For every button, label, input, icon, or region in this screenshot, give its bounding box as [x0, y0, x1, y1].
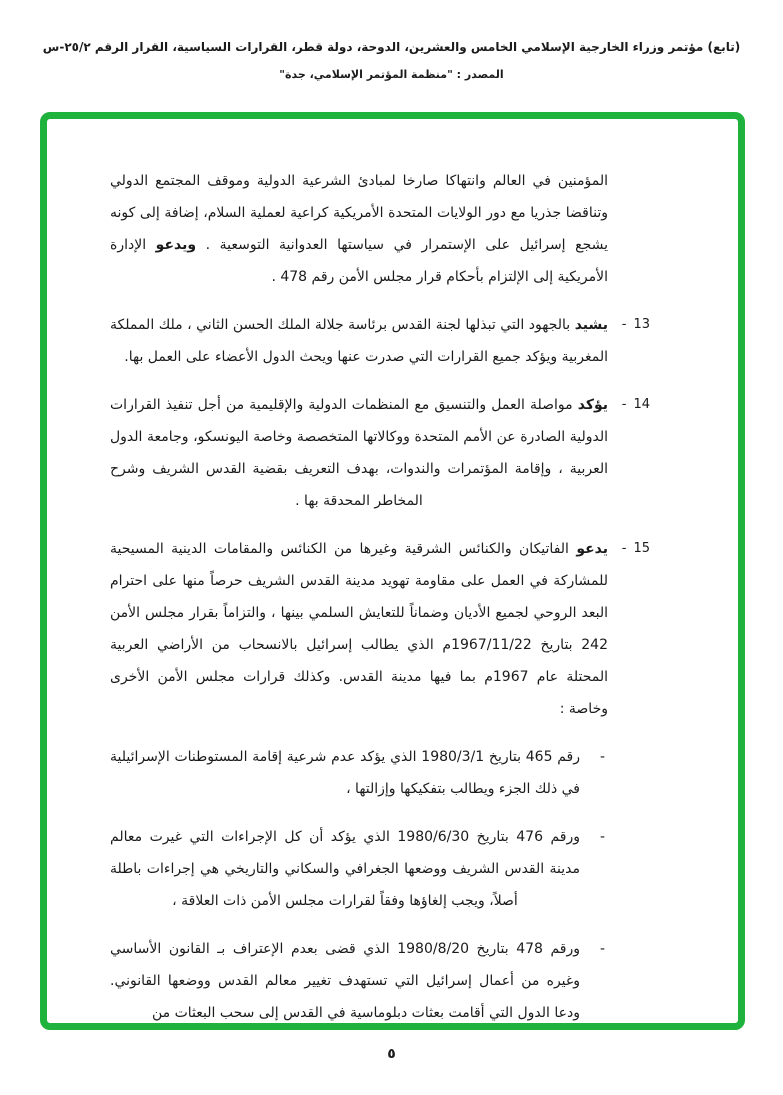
- intro-text-post: الإدارة الأمريكية إلى الإلتزام بأحكام قرار مجلس الأمن رقم 478 .: [110, 237, 608, 285]
- resolution-item-14: [110, 389, 650, 517]
- item-body-text: بالجهود التي تبذلها لجنة القدس برئاسة جلالة الملك الحسن الثاني ، ملك المملكة المغربية ويؤكد جميع القرارات التي صدرت عنها ويحث الدول الأعضاء على العمل بها.: [110, 317, 608, 365]
- sc-resolution-465: [110, 741, 605, 805]
- subitem-dash: -: [599, 829, 605, 845]
- item-number-dash: -: [621, 317, 627, 332]
- subitem-dash: -: [599, 749, 605, 765]
- item-number: 15: [633, 541, 650, 556]
- item-number-dash: -: [621, 541, 627, 556]
- sc-resolution-476: [110, 821, 605, 917]
- item-number-cell: [608, 533, 650, 725]
- item-number: 13: [633, 317, 650, 332]
- intro-text-pre: المؤمنين في العالم وانتهاكا صارخا لمبادئ الشرعية الدولية وموقف المجتمع الدولي وتناقضا جذريا مع دور الولايات المتحدة الأمريكية كراعية لعملية السلام، إضافة إلى كونه يشجع إسرائيل على الإستمرار في سياستها العدوانية التوسعية .: [110, 173, 608, 253]
- resolution-item-15: [110, 533, 650, 725]
- item-number-cell: [608, 389, 650, 517]
- intro-bold-word: ويدعو: [155, 237, 197, 253]
- subitem-text: رقم 465 بتاريخ 1980/3/1 الذي يؤكد عدم شرعية إقامة المستوطنات الإسرائيلية في ذلك الجزء ويطالب بتفكيكها وإزالتها ،: [110, 749, 580, 797]
- intro-paragraph: [110, 165, 608, 293]
- item-body-text: مواصلة العمل والتنسيق مع المنظمات الدولية والإقليمية من أجل تنفيذ القرارات الدولية الصادرة عن الأمم المتحدة ووكالاتها المتخصصة وخاصة اليونسكو، وجامعة الدول العربية ، وإقامة المؤتمرات والندوات، بهدف التعريف بقضية القدس الشريف وشرح المخاطر المحدقة بها .: [110, 397, 608, 509]
- item-lead-word: يشيد: [574, 317, 608, 333]
- subitem-text: ورقم 476 بتاريخ 1980/6/30 الذي يؤكد أن كل الإجراءات التي غيرت معالم مدينة القدس الشريف ووضعها الجغرافي والسكاني والتاريخي هي إجراءات باطلة أصلاً، ويجب إلغاؤها وفقاً لقرارات مجلس الأمن ذات العلاقة ،: [110, 829, 581, 909]
- item-text: [110, 533, 608, 725]
- subitem-dash: -: [599, 941, 605, 957]
- item-lead-word: يدعو: [576, 541, 608, 557]
- item-text: [110, 309, 608, 373]
- item-number: 14: [633, 397, 650, 412]
- document-source: المصدر : "منظمة المؤتمر الإسلامي، جدة": [279, 68, 504, 81]
- item-body-text: الفاتيكان والكنائس الشرقية وغيرها من الكنائس والمقامات الدينية المسيحية للمشاركة في العمل على مقاومة تهويد مدينة القدس الشريف حرصاً منها على احترام البعد الروحي لجميع الأديان وضماناً للتعايش السلمي بينها ، والتزاماً بقرار مجلس الأمن 242 بتاريخ 1967/11/22م الذي يطالب إسرائيل بالانسحاب من الأراضي العربية المحتلة عام 1967م بما فيها مدينة القدس. وكذلك قرارات مجلس الأمن الأخرى وخاصة :: [110, 541, 609, 717]
- item-number-cell: [608, 309, 650, 373]
- item-text: [110, 389, 608, 517]
- content-frame: [40, 112, 745, 1030]
- item-lead-word: يؤكد: [577, 397, 608, 413]
- page-number: ٥: [387, 1046, 396, 1062]
- item-number-dash: -: [621, 397, 627, 412]
- document-title: (تابع) مؤتمر وزراء الخارجية الإسلامي الخامس والعشرين، الدوحة، دولة قطر، القرارات السياسية، القرار الرقم ٢٥/٢-س: [42, 40, 741, 54]
- document-body: [47, 119, 738, 1029]
- page-header: [28, 40, 755, 81]
- sc-resolution-478: [110, 933, 605, 1029]
- resolution-item-13: [110, 309, 650, 373]
- subitem-text: ورقم 478 بتاريخ 1980/8/20 الذي قضى بعدم الإعتراف بـ القانون الأساسي وغيره من أعمال إسرائيل التي تستهدف تغيير معالم القدس ووضعها القانوني. ودعا الدول التي أقامت بعثات دبلوماسية في القدس إلى سحب البعثات من: [110, 941, 581, 1021]
